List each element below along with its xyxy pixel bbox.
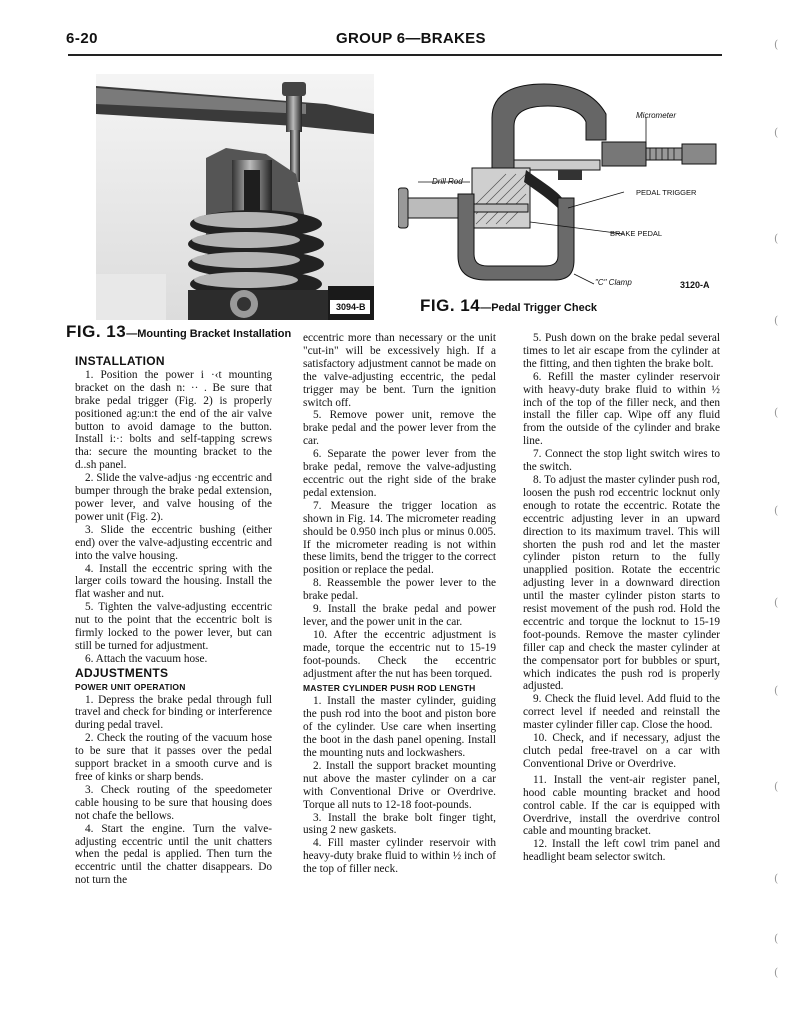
adjust-step-9: 9. Install the brake pedal and power lever, and the power unit in the car. <box>303 603 496 628</box>
margin-mark: ( <box>774 684 779 697</box>
master-step-12: 12. Install the left cowl trim panel and headlight beam selector switch. <box>523 838 720 864</box>
column-1 <box>75 355 272 887</box>
margin-mark: ( <box>774 406 779 419</box>
adjust-step-6: 6. Separate the power lever from the brake pedal, remove the valve-adjusting eccentric out the right side of the brake pedal extension. <box>303 448 496 499</box>
master-step-2: 2. Install the support bracket mounting nut above the master cylinder on a car with Conventional Drive or Overdrive. Torque all nuts to 12-18 foot-pounds. <box>303 759 496 811</box>
master-step-6: 6. Refill the master cylinder reservoir with heavy-duty brake fluid to within ½ inch of the top of the filler neck, and then install the filler cap. Wipe off any fluid from the outside of the cylinder and brake line. <box>523 370 720 448</box>
master-step-11: 11. Install the vent-air register panel, hood cable mounting bracket and hood control cable. If the car is equipped with Overdrive, install the overdrive control cable and mounting bracket. <box>523 773 720 838</box>
figure-13-title: —Mounting Bracket Installation <box>126 328 292 340</box>
install-step-5: 5. Tighten the valve-adjusting eccentric nut to the point that the eccentric bolt is firmly locked to the power lever, but can still be turned for adjustment. <box>75 601 272 652</box>
install-step-6: 6. Attach the vacuum hose. <box>85 652 208 665</box>
header-rule <box>68 54 722 56</box>
figure-14-caption <box>420 296 597 316</box>
margin-mark: ( <box>774 504 779 517</box>
master-step-7: 7. Connect the stop light switch wires to the switch. <box>523 448 720 474</box>
master-cylinder-heading: MASTER CYLINDER PUSH ROD LENGTH <box>303 683 476 694</box>
adjustments-heading: ADJUSTMENTS <box>75 665 169 680</box>
master-step-8: 8. To adjust the master cylinder push rod, loosen the push rod eccentric locknut only enough to rotate the eccentric. Rotate the eccentric adjusting lever in an upward direction to its maximum travel. This will shorten the push rod and let the master cylinder piston return to the fully unapplied position. Rotate the eccentric adjusting lever in a downward direction until the master cylinder piston starts to resist movement of the push rod. Hold the eccentric and torque the locknut to 15-19 foot-pounds. Remove the master cylinder filler cap and check the master cylinder at the compensator port for bubbles or spurt, which indicates the push rod is properly adjusted. <box>523 473 720 693</box>
figure-13-ref-code: 3094-B <box>336 302 366 312</box>
adjust-step-4: 4. Start the engine. Turn the valve-adjusting eccentric until the unit chatters when the pedal is applied. Then turn the eccentric until the chatter disappears. Do not turn the <box>75 822 272 887</box>
page-number: 6-20 <box>66 30 99 47</box>
install-step-1: 1. Position the power i ·‹t mounting bracket on the dash n: ·· . Be sure that brake pedal trigger (Fig. 2) is properly positioned ag:un:t the end of the air valve button to avoid damage to the button. Install i:·: bolts and self-tapping screws tha: secure the mounting bracket to the d..sh panel. <box>75 368 272 472</box>
adjust-step-1: 1. Depress the brake pedal through full travel and check for binding or interference during pedal travel. <box>75 693 272 732</box>
master-step-9: 9. Check the fluid level. Add fluid to the correct level if needed and reinstall the master cylinder filler cap. Close the hood. <box>523 693 720 732</box>
figure-13-caption <box>66 322 291 342</box>
figure-13-photo <box>96 74 374 320</box>
margin-mark: ( <box>774 126 779 139</box>
installation-heading: INSTALLATION <box>75 354 165 368</box>
margin-mark: ( <box>774 232 779 245</box>
margin-mark: ( <box>774 780 779 793</box>
margin-mark: ( <box>774 872 779 885</box>
page-title: GROUP 6—BRAKES <box>336 30 486 47</box>
adjust-step-5: 5. Remove power unit, remove the brake pedal and the power lever from the car. <box>303 409 496 448</box>
power-unit-heading: POWER UNIT OPERATION <box>75 681 186 692</box>
figure-13-number: FIG. 13 <box>66 322 127 341</box>
figure-14-number: FIG. 14 <box>420 296 481 315</box>
margin-mark: ( <box>774 314 779 327</box>
adjust-step-4-continued: eccentric more than necessary or the unit "cut-in" will be excessively high. If a satisfactory adjustment cannot be made on the valve-adjusting eccentric, the pedal trigger may be bent. Turn the ignition switch off. <box>303 332 496 409</box>
figure-14-ref-code: 3120-A <box>680 280 710 290</box>
master-step-3: 3. Install the brake bolt finger tight, using 2 new gaskets. <box>303 811 496 837</box>
margin-mark: ( <box>774 596 779 609</box>
master-step-10: 10. Check, and if necessary, adjust the clutch pedal free-travel on a car with Conventional Drive or Overdrive. <box>523 732 720 770</box>
install-step-2: 2. Slide the valve-adjus ·ng eccentric and bumper through the brake pedal extension, power lever, and valve housing of the power unit (Fig. 2). <box>75 472 272 523</box>
adjust-step-3: 3. Check routing of the speedometer cable housing to be sure that housing does not chafe the bellows. <box>75 783 272 822</box>
margin-mark: ( <box>774 932 779 945</box>
master-step-1: 1. Install the master cylinder, guiding the push rod into the boot and piston bore of the cylinder. Use care when inserting the boot in the dash panel opening. Install the mounting nuts and lockwashers. <box>303 695 496 759</box>
figure-14-title: —Pedal Trigger Check <box>480 302 597 314</box>
label-brake-pedal: BRAKE PEDAL <box>610 229 663 238</box>
label-micrometer: Micrometer <box>636 111 677 120</box>
label-drill-rod: Drill Rod <box>432 177 463 186</box>
adjust-step-2: 2. Check the routing of the vacuum hose to be sure that it passes over the pedal support bracket in a smooth curve and is free of kinks or sharp bends. <box>75 732 272 783</box>
margin-mark: ( <box>774 38 779 51</box>
install-step-4: 4. Install the eccentric spring with the larger coils toward the housing. Install the flat washer and nut. <box>75 562 272 601</box>
column-3 <box>523 332 720 864</box>
master-step-5: 5. Push down on the brake pedal several times to let air escape from the cylinder at the fitting, and then tighten the brake bolt. <box>523 332 720 370</box>
adjust-step-8: 8. Reassemble the power lever to the brake pedal. <box>303 577 496 603</box>
master-step-4: 4. Fill master cylinder reservoir with heavy-duty brake fluid to within ½ inch of the top of filler neck. <box>303 837 496 876</box>
install-step-3: 3. Slide the eccentric bushing (either end) over the valve-adjusting eccentric and into the valve housing. <box>75 523 272 562</box>
adjust-step-10: 10. After the eccentric adjustment is made, torque the eccentric nut to 15-19 foot-pounds. Check the eccentric adjustment after the nut has been torqued. <box>303 628 496 680</box>
label-pedal-trigger: PEDAL TRIGGER <box>636 188 697 197</box>
margin-mark: ( <box>774 966 779 979</box>
adjust-step-7: 7. Measure the trigger location as shown in Fig. 14. The micrometer reading should be 0.950 inch plus or minus 0.005. If the micrometer reading is not within these limits, bend the trigger to the correct position or replace the pedal. <box>303 499 496 577</box>
label-c-clamp: "C" Clamp <box>595 278 632 287</box>
column-2 <box>303 332 496 876</box>
